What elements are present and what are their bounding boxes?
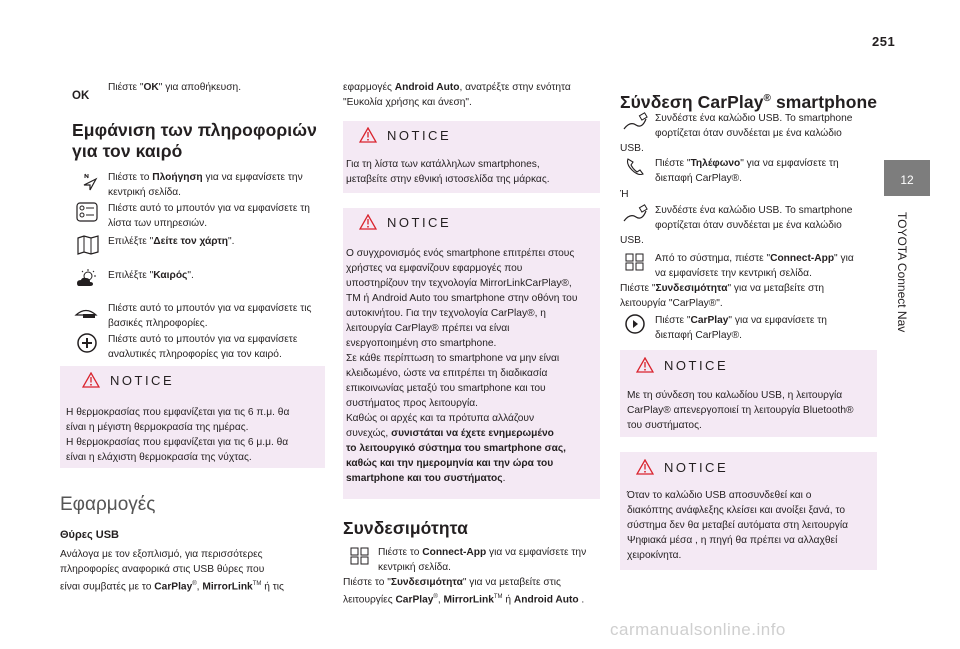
notice-title: NOTICE [387,127,452,143]
warning-icon [82,372,100,388]
apps-title: Εφαρμογές [60,494,156,515]
connect-app-icon [347,545,373,567]
carplay-step-5: Πιέστε "CarPlay" για να εμφανίσετε τη διεπαφή CarPlay®. [655,315,827,341]
carplay-step-4: Από το σύστημα, πιέστε "Connect-App" για να εμφανίσετε την κεντρική σελίδα. Πιέστε "Συνδεσιμότητα" για να μεταβείτε στη λειτουργία "CarPlay®". [620,253,854,309]
weather-step-2: Πιέστε αυτό το μπουτόν για να εμφανίσετε τη λίστα των υπηρεσιών. [108,203,310,229]
notice-title: NOTICE [110,372,175,388]
weather-step-5: Πιέστε αυτό το μπουτόν για να εμφανίσετε τις βασικές πληροφορίες. [108,303,312,329]
connectivity-title: Συνδεσιμότητα [343,518,468,538]
notice-text: Με τη σύνδεση του καλωδίου USB, η λειτουργία CarPlay® απενεργοποιεί τη λειτουργία Bluetooth® του συστήματος. [627,390,854,431]
weather-title: Εμφάνιση των πληροφοριών για τον καιρό [72,120,317,161]
notice-usb-disconnect [620,452,877,570]
notice-temperature [60,366,325,468]
chapter-tab[interactable]: 12 [884,160,930,196]
notice-title: NOTICE [664,459,729,475]
warning-icon [359,214,377,230]
carplay-step-2: Πιέστε "Τηλέφωνο" για να εμφανίσετε τη διεπαφή CarPlay®. [655,158,839,184]
notice-bluetooth [620,350,877,437]
carplay-step-3: Συνδέστε ένα καλώδιο USB. Το smartphone φορτίζεται όταν συνδέεται με ένα καλώδιο USB. [620,205,853,246]
notice-text: Όταν το καλώδιο USB αποσυνδεθεί και ο διακόπτης ανάφλεξης κλείσει και ανοίξει ξανά, το σύστημα δεν θα μεταβεί αυτόματα στη λειτουργία Ψηφιακά μέσα , η πηγή θα πρέπει να αλλαχθεί χειροκίνητα. [627,490,849,561]
carplay-icon [622,313,648,335]
notice-smartphones [343,121,600,193]
phone-icon [622,156,648,178]
usb-text: Ανάλογα με τον εξοπλισμό, για περισσότερες πληροφορίες αναφορικά στις USB θύρες που είναι συμβατές με το CarPlay®, MirrorLink™ ή τις [60,549,284,593]
page-number: 251 [872,34,896,49]
notice-title: NOTICE [387,214,452,230]
ok-icon: OK [72,90,90,102]
navigation-icon [76,170,102,192]
ok-instruction: Πιέστε "OK" για αποθήκευση. [108,82,242,93]
apps-continued: εφαρμογές Android Auto, ανατρέξτε στην ενότητα "Ευκολία χρήσης και άνεση". [343,82,571,108]
services-list-icon [74,201,100,223]
basic-info-icon [73,301,99,323]
usb-title: Θύρες USB [60,529,119,541]
warning-icon [359,127,377,143]
connectivity-step-2: Πιέστε το "Συνδεσιμότητα" για να μεταβείτε στις λειτουργίες CarPlay®, MirrorLink™ ή Android Auto . [343,577,585,606]
or-separator: Ή [620,189,629,200]
warning-icon [636,459,654,475]
carplay-title: Σύνδεση CarPlay® smartphone [620,91,878,112]
notice-text: Ο συγχρονισμός ενός smartphone επιτρέπει στους χρήστες να εμφανίζουν εφαρμογές που υποστηρίζουν την τεχνολογία MirrorLinkCarPlay®, TM ή Android Auto του smartphone στην οθόνη του αυτοκινήτου. Για την τεχνολογία CarPlay®, η λειτουργία CarPlay® πρέπει να είναι ενεργοποιημένη στο smartphone. Σε κάθε περίπτωση το smartphone να μην είναι κλειδωμένο, ώστε να επιτρέπει τη διαδικασία επικοινωνίας μεταξύ του smartphone και του συστήματος προς λειτουργία. Καθώς οι αρχές και τα πρότυπα αλλάζουν συνεχώς, συνιστάται να έχετε ενημερωμένο το λειτουργικό σύστημα του smartphone σας, καθώς και την ημερομηνία και την ώρα του smartphone και του συστήματος. [346,248,578,484]
weather-step-1: Πιέστε το Πλοήγηση για να εμφανίσετε την κεντρική σελίδα. [108,172,303,198]
weather-step-6: Πιέστε αυτό το μπουτόν για να εμφανίσετε αναλυτικές πληροφορίες για τον καιρό. [108,334,298,360]
notice-text: Για τη λίστα των κατάλληλων smartphones, μεταβείτε στην εθνική ιστοσελίδα της μάρκας. [346,159,550,185]
weather-step-4: Επιλέξτε "Καιρός". [108,270,194,281]
watermark: carmanualsonline.info [610,620,786,639]
connectivity-step-1: Πιέστε το Connect-App για να εμφανίσετε την κεντρική σελίδα. [378,547,587,573]
notice-title: NOTICE [664,357,729,373]
carplay-step-1: Συνδέστε ένα καλώδιο USB. Το smartphone φορτίζεται όταν συνδέεται με ένα καλώδιο USB. [620,113,853,154]
notice-text: Η θερμοκρασίας που εμφανίζεται για τις 6 π.μ. θα είναι η μέγιστη θερμοκρασία της ημέρας. Η θερμοκρασίας που εμφανίζεται για τις 6 μ.μ. θα είναι η ελάχιστη θερμοκρασία της νύχτας. [66,407,290,463]
weather-step-3: Επιλέξτε "Δείτε τον χάρτη". [108,236,235,247]
map-icon [75,234,101,256]
notice-sync [343,208,600,499]
warning-icon [636,357,654,373]
chapter-label: TOYOTA Connect Nav [895,212,909,333]
weather-icon [74,268,100,290]
plus-circle-icon [74,332,100,354]
